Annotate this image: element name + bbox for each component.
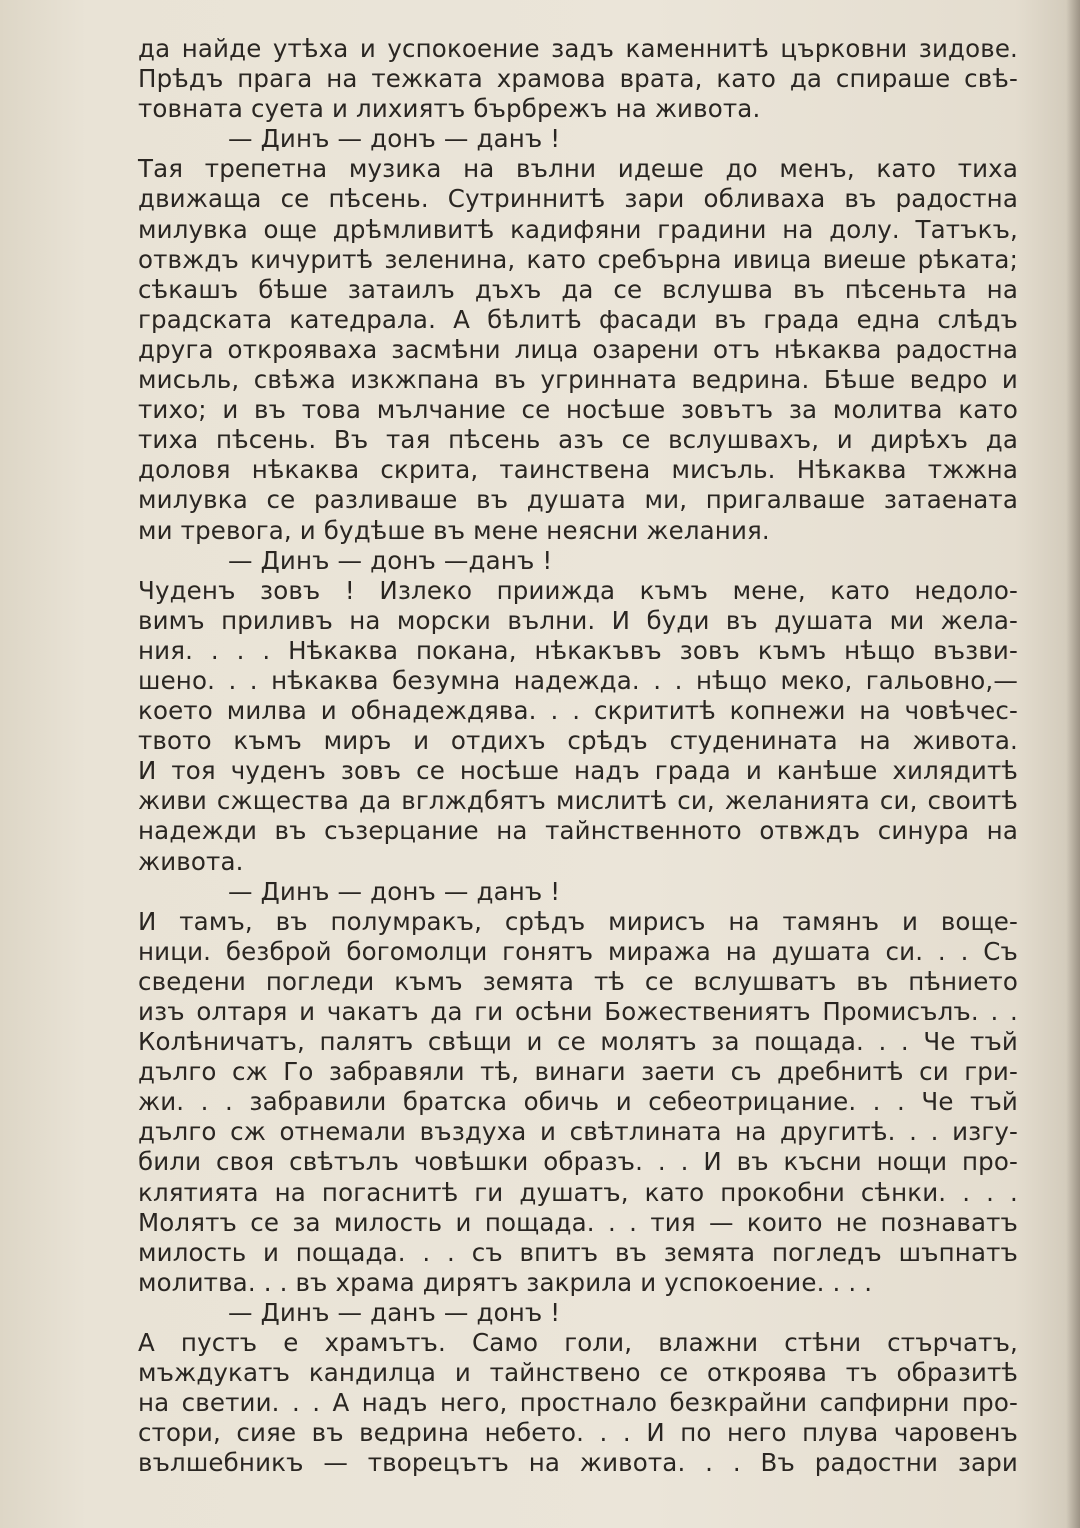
text-line: движаща се пѣсень. Сутриннитѣ зари обливаха въ радостна [138,184,1018,214]
text-line: твото къмъ миръ и отдихъ срѣдъ студенината на живота. [138,726,1018,756]
text-line: Прѣдъ прага на тежката храмова врата, като да спираше свѣ- [138,64,1018,94]
text-line: изъ олтаря и чакатъ да ги осѣни Божествениятъ Промисълъ. . . [138,997,1018,1026]
text-line: били своя свѣтълъ човѣшки образъ. . . И въ късни нощи про- [138,1147,1018,1177]
text-line: стори, сияе въ ведрина небето. . . И по него плува чаровенъ [138,1418,1018,1448]
text-line: ми тревога, и будѣше въ мене неясни желания. [138,515,770,545]
text-line: шено. . . нѣкаква безумна надежда. . . нѣщо меко, гальовно,— [138,665,1018,695]
text-line: товната суета и лихиятъ бърбрежъ на живота. [138,94,761,124]
text-line: молитва. . . въ храма дирятъ закрила и успокоение. . . . [138,1267,873,1297]
text-line: друга открояваха засмѣни лица озарени отъ нѣкаква радостна [138,334,1018,364]
text-line: живи сжщества да вглждбятъ мислитѣ си, желанията си, своитѣ [138,786,1018,816]
text-body [138,34,1018,1479]
text-line: сведени погледи къмъ земята тѣ се вслушватъ въ пѣнието [138,966,1018,996]
text-line: А пустъ е храмътъ. Само голи, влажни стѣни стърчатъ, [138,1328,1018,1358]
text-line: отвждъ кичуритѣ зеленина, като сребърна ивица виеше рѣката; [138,244,1018,274]
text-line: И тамъ, въ полумракъ, срѣдъ мирисъ на тамянъ и воще- [138,906,1018,936]
text-line: тихо; и въ това мълчание се носѣше зовътъ за молитва като [138,395,1018,425]
text-line: живота. [138,846,244,876]
refrain-line: — Динъ — данъ — донъ ! [228,1297,561,1327]
text-line: дълго сж Го забравяли тѣ, винаги заети съ дребнитѣ си гри- [138,1057,1018,1087]
text-line: вимъ приливъ на морски вълни. И буди въ душата ми жела- [138,605,1018,635]
page-edge-shadow [1066,0,1080,1528]
text-line: което милва и обнадеждява. . . скрититѣ копнежи на човѣчес- [138,696,1018,726]
text-line: вълшебникъ — творецътъ на живота. . . Въ радостни зари [138,1448,1018,1478]
text-line: да найде утѣха и успокоение задъ каменнитѣ църковни зидове. [138,34,1018,63]
text-line: Тая трепетна музика на вълни идеше до менъ, като тиха [138,154,1018,184]
text-line: милость и пощада. . . съ впитъ въ земята погледъ шъпнатъ [138,1237,1018,1267]
refrain-line: — Динъ — донъ — данъ ! [228,124,561,154]
text-line: на светии. . . А надъ него, простнало безкрайни сапфирни про- [138,1388,1018,1418]
text-line: мъждукатъ кандилца и тайнствено се откроява тъ образитѣ [138,1358,1018,1388]
text-line: дълго сж отнемали въздуха и свѣтлината на другитѣ. . . изгу- [138,1117,1018,1147]
text-line: Молятъ се за милость и пощада. . . тия — които не познаватъ [138,1207,1018,1237]
text-line: милувка още дрѣмливитѣ кадифяни градини на долу. Татъкъ, [138,214,1018,244]
text-line: Колѣничатъ, палятъ свѣщи и се молятъ за пощада. . . Че тъй [138,1027,1018,1057]
text-line: клятията на погаснитѣ ги душатъ, като прокобни сѣнки. . . . [138,1177,1018,1207]
text-line: тиха пѣсень. Въ тая пѣсень азъ се вслушвахъ, и дирѣхъ да [138,425,1018,455]
text-line: сѣкашъ бѣше затаилъ дъхъ да се вслушва въ пѣсеньта на [138,274,1018,304]
text-line: милувка се разливаше въ душата ми, пригалваше затаената [138,485,1018,515]
text-line: надежди въ съзерцание на тайнственното отвждъ синура на [138,816,1018,846]
text-line: Чуденъ зовъ ! Излеко приижда къмъ мене, като недоло- [138,575,1018,605]
text-line: градската катедрала. А бѣлитѣ фасади въ града една слѣдъ [138,304,1018,334]
text-line: И тоя чуденъ зовъ се носѣше надъ града и канѣше хилядитѣ [138,756,1018,786]
text-line: доловя нѣкаква скрита, таинствена мисъль. Нѣкаква тжжна [138,455,1018,485]
text-line: ници. безброй богомолци гонятъ миража на душата си. . . Съ [138,936,1018,966]
refrain-line: — Динъ — донъ — данъ ! [228,876,561,906]
text-line: жи. . . забравили братска обичь и себеотрицание. . . Че тъй [138,1087,1018,1117]
text-line: ния. . . . Нѣкаква покана, нѣкакъвъ зовъ къмъ нѣщо възви- [138,635,1018,665]
text-line: мисьль, свѣжа изкжпана въ угринната ведрина. Бѣше ведро и [138,365,1018,395]
refrain-line: — Динъ — донъ —данъ ! [228,545,553,575]
